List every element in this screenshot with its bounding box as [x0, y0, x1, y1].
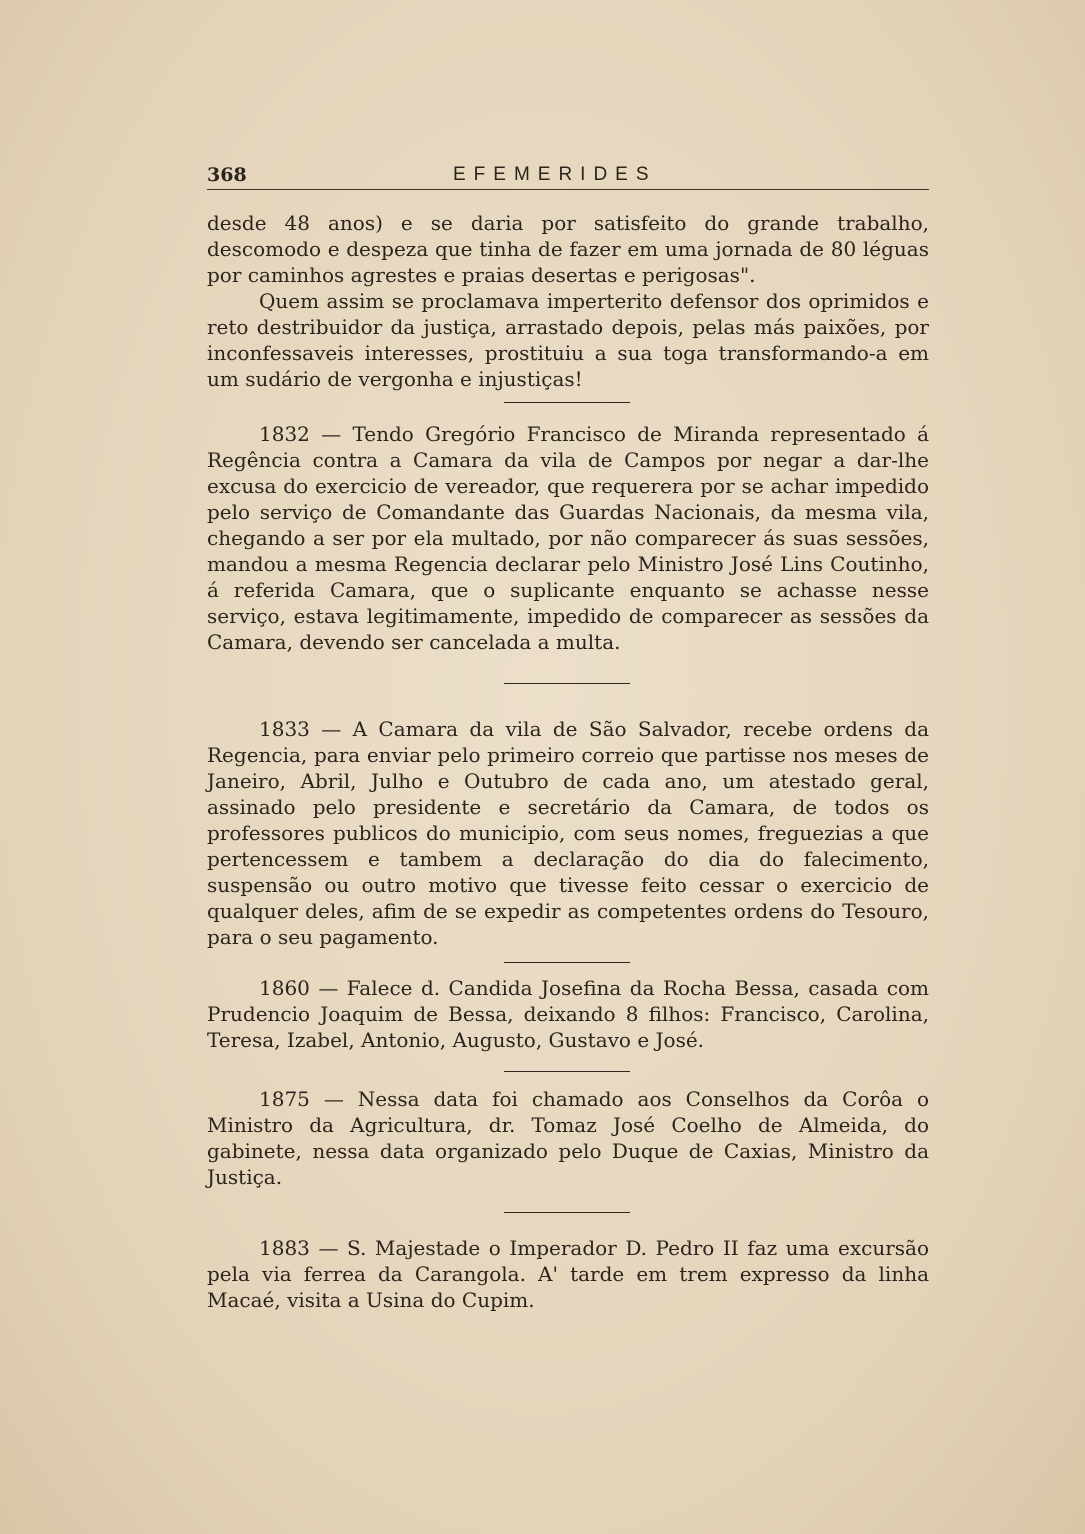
entry-1875: 1875 — Nessa data foi chamado aos Conselhos da Corôa o Ministro da Agricultura, dr. Tomaz José Coelho de Almeida, do gabinete, nessa data organizado pelo Duque de Caxias, Ministro da Justiça.	[207, 1087, 929, 1189]
entry-1883: 1883 — S. Majestade o Imperador D. Pedro II faz uma excursão pela via ferrea da Carangola. A' tarde em trem expresso da linha Macaé, visita a Usina do Cupim.	[207, 1236, 929, 1312]
entry-1833: 1833 — A Camara da vila de São Salvador, recebe ordens da Regencia, para enviar pelo primeiro correio que partisse nos meses de Janeiro, Abril, Julho e Outubro de cada ano, um atestado geral, assinado pelo presidente e secretário da Camara, de todos os professores publicos do municipio, com seus nomes, freguezias a que pertencessem e tambem a declaração do dia do falecimento, suspensão ou outro motivo que tivesse feito cessar o exercicio de qualquer deles, afim de se expedir as competentes ordens do Tesouro, para o seu pagamento.	[207, 717, 929, 949]
paragraph-commentary: Quem assim se proclamava imperterito defensor dos oprimidos e reto destribuidor da justiça, arrastado depois, pelas más paixões, por inconfessaveis interesses, prostituiu a sua toga transformando-a em um sudário de vergonha e injustiças!	[207, 289, 929, 391]
running-title: EFEMERIDES	[453, 164, 657, 185]
separator-rule	[504, 962, 630, 963]
page-body	[207, 210, 929, 1313]
separator-rule	[504, 402, 630, 403]
separator-rule	[504, 683, 630, 684]
separator-rule	[504, 1071, 630, 1072]
entry-1832: 1832 — Tendo Gregório Francisco de Miranda representado á Regência contra a Camara da vila de Campos por negar a dar-lhe excusa do exercicio de vereador, que requerera por se achar impedido pelo serviço de Comandante das Guardas Nacionais, da mesma vila, chegando a ser por ela multado, por não comparecer ás suas sessões, mandou a mesma Regencia declarar pelo Ministro José Lins Coutinho, á referida Camara, que o suplicante enquanto se achasse nesse serviço, estava legitimamente, impedido de comparecer as sessões da Camara, devendo ser cancelada a multa.	[207, 422, 929, 654]
page-header	[207, 162, 929, 194]
entry-1860: 1860 — Falece d. Candida Josefina da Rocha Bessa, casada com Prudencio Joaquim de Bessa, deixando 8 filhos: Francisco, Carolina, Teresa, Izabel, Antonio, Augusto, Gustavo e José.	[207, 976, 929, 1052]
header-rule	[207, 189, 929, 190]
paragraph-continuation: desde 48 anos) e se daria por satisfeito do grande trabalho, descomodo e despeza que tinha de fazer em uma jornada de 80 léguas por caminhos agrestes e praias desertas e perigosas".	[207, 211, 929, 287]
separator-rule	[504, 1212, 630, 1213]
page-number: 368	[207, 164, 247, 186]
